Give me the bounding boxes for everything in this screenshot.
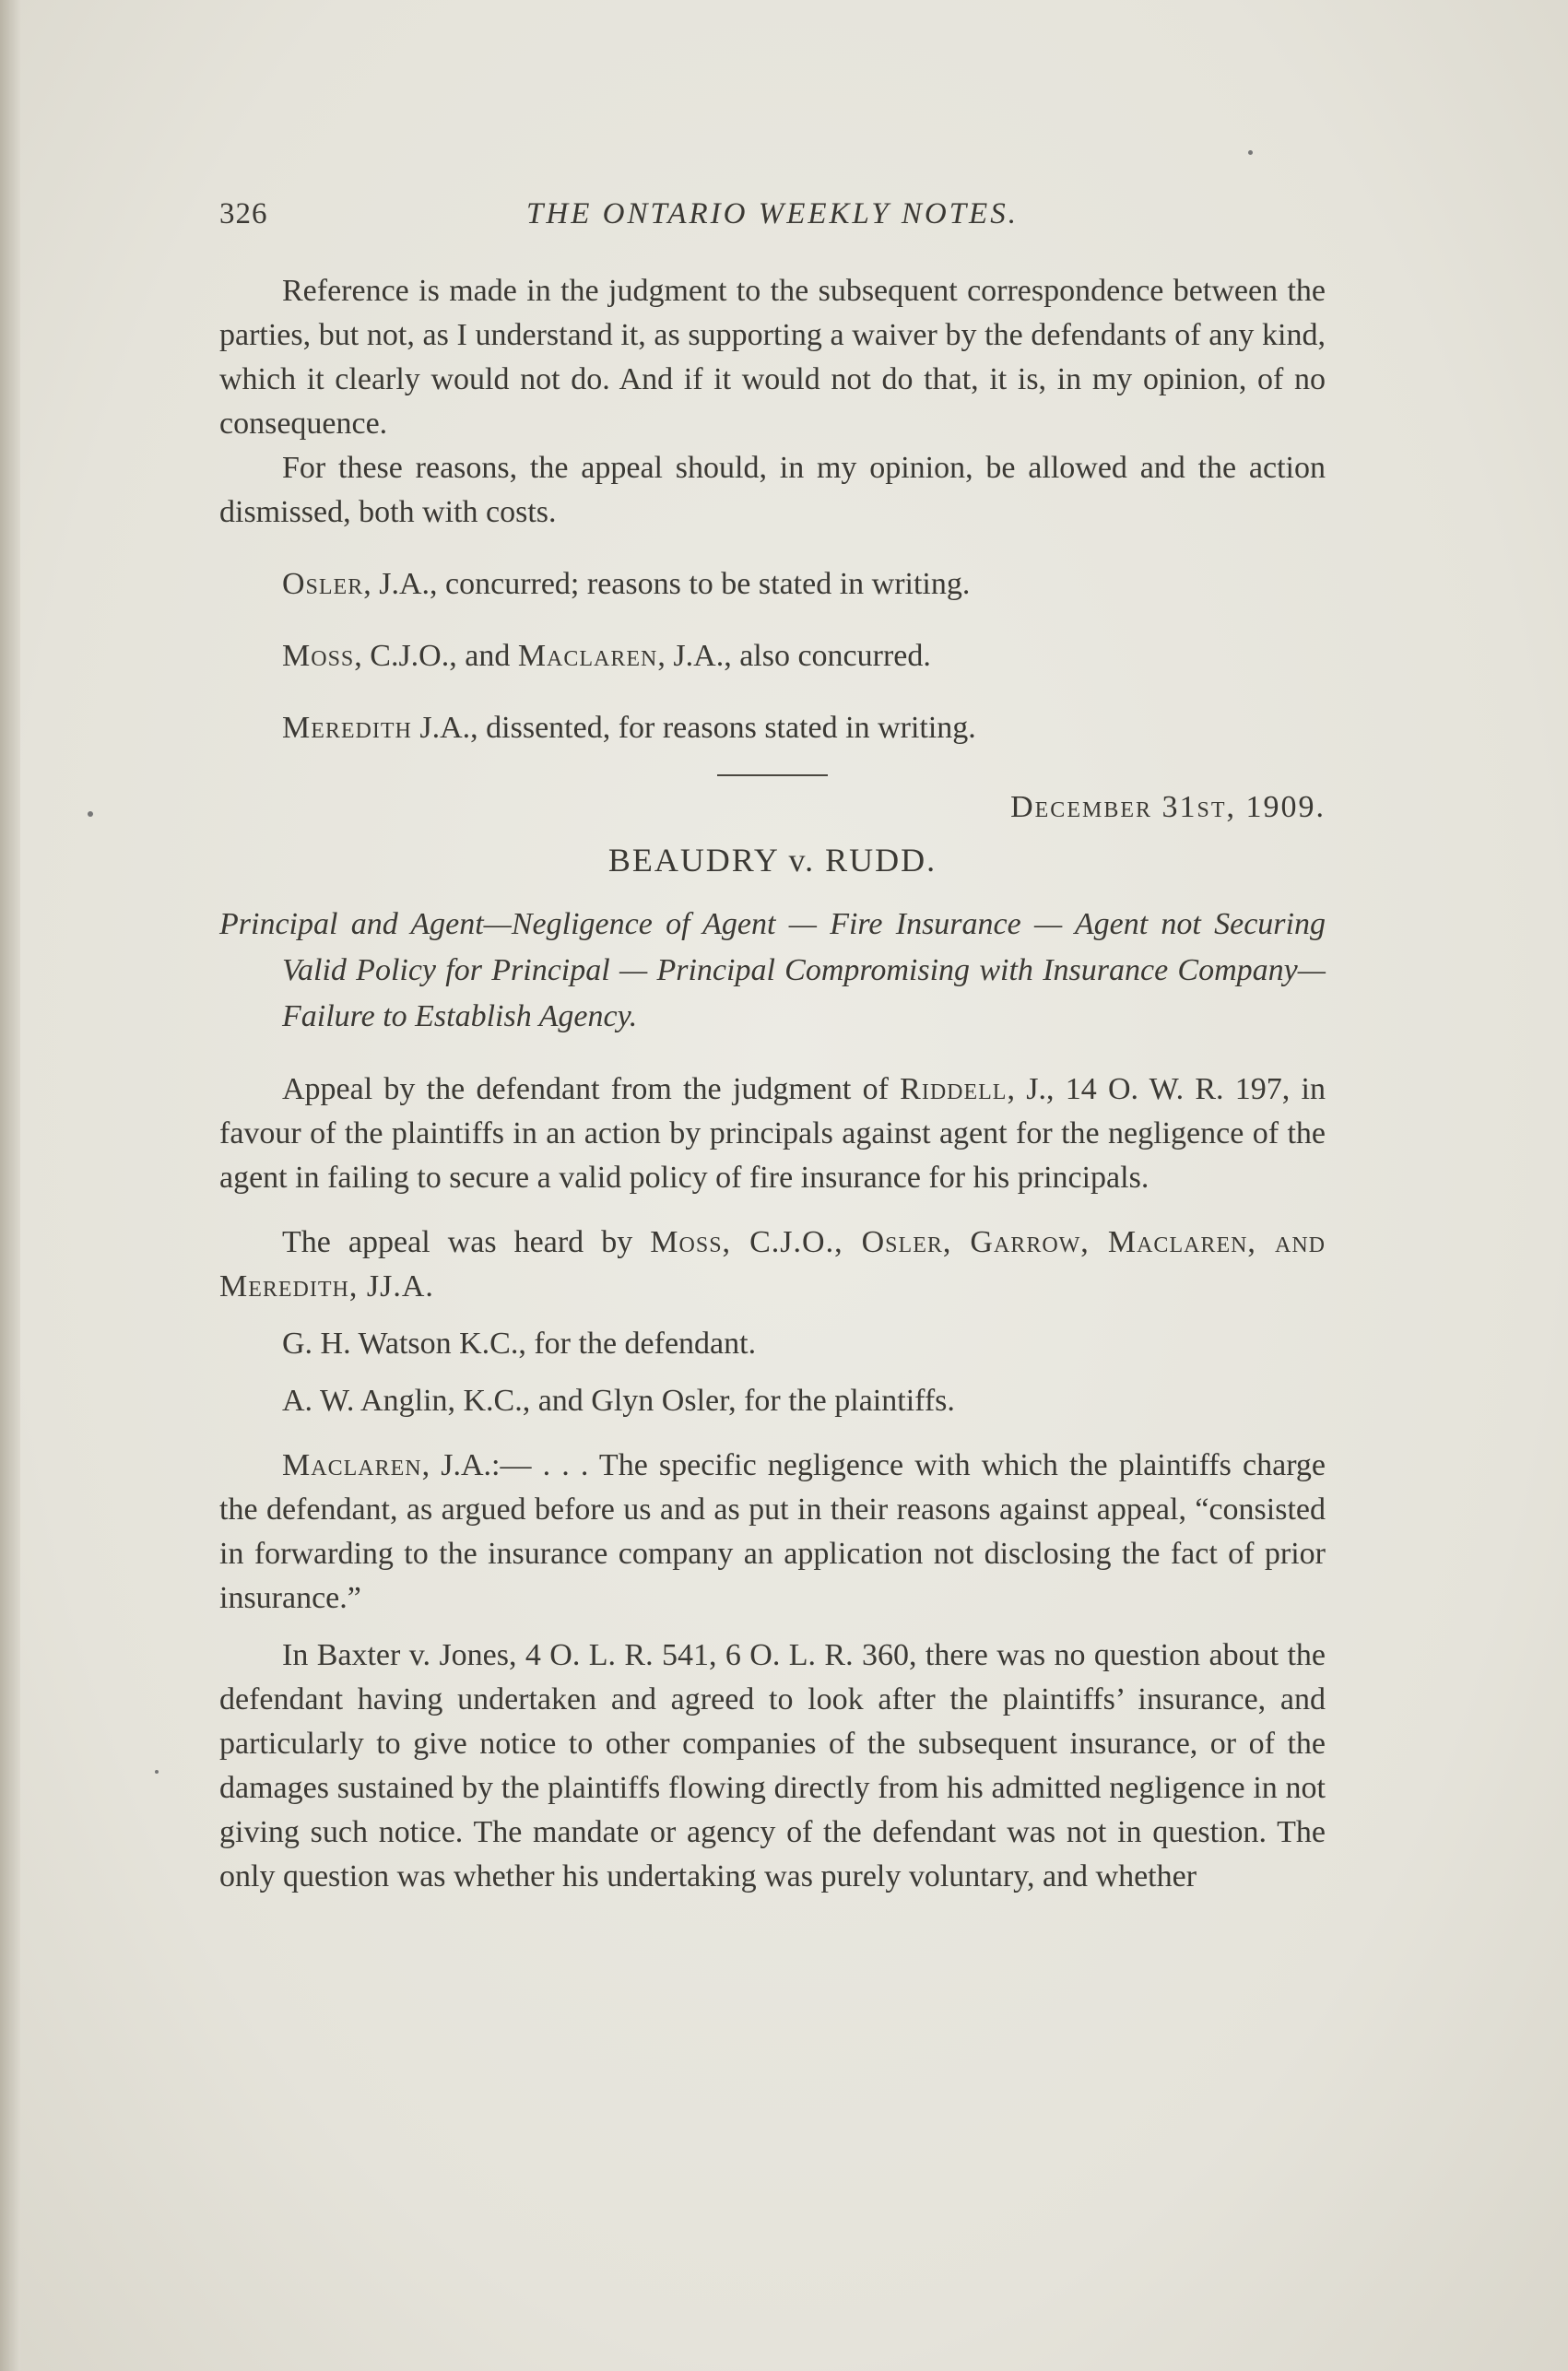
paragraph-text: The appeal was heard by	[282, 1225, 651, 1259]
counsel-plaintiffs: A. W. Anglin, K.C., and Glyn Osler, for the plaintiffs.	[282, 1384, 955, 1418]
print-speck	[1248, 150, 1253, 155]
case-title: BEAUDRY v. RUDD.	[607, 842, 937, 879]
paragraph-reference: Reference is made in the judgment to the subsequent correspondence between the parties, but not, as I understand it, as supporting a waiver by the defendants of any kind, which it clearly would not do. And if it would not do that, it is, in my opinion, of no consequence.	[219, 274, 1326, 441]
case-date: December 31st, 1909.	[1010, 790, 1326, 824]
counsel-defendant: G. H. Watson K.C., for the defendant.	[282, 1327, 757, 1361]
paragraph-text: , J.A., also concurred.	[657, 639, 931, 673]
judge-name: Maclaren	[282, 1448, 422, 1482]
judge-name: Meredith	[282, 711, 412, 745]
judge-name: Osler	[282, 567, 364, 601]
section-divider	[717, 774, 828, 776]
judge-name: Moss	[282, 639, 355, 673]
paragraph-baxter: In Baxter v. Jones, 4 O. L. R. 541, 6 O. L. R. 360, there was no question about the defendant having undertaken and agreed to look after the plaintiffs’ insurance, and particularly to give notice to other companies of the subsequent insurance, or of the damages sustained by the plaintiffs flowing directly from his admitted negligence in not giving such notice. The mandate or agency of the defendant was not in question. The only question was whether his undertaking was purely voluntary, and whether	[219, 1638, 1326, 1893]
print-speck	[88, 811, 93, 817]
judge-names: Moss, C.J.O., Osler, Garrow, Maclaren, and Meredith, JJ.A.	[219, 1225, 1326, 1303]
paragraph-moss	[219, 634, 1326, 678]
paragraph-meredith	[219, 706, 1326, 750]
case-headnote: Principal and Agent—Negligence of Agent — Fire Insurance — Agent not Securing Valid Policy for Principal — Principal Compromising with Insurance Company—Failure to Establish Agency.	[219, 907, 1326, 1033]
paragraph-heard	[219, 1221, 1326, 1309]
paragraph-text: , J., 14 O. W. R. 197, in favour of the plaintiffs in an action by principals against agent for the negligence of the agent in failing to secure a valid policy of fire insurance for his principals.	[219, 1072, 1326, 1195]
paragraph-osler	[219, 562, 1326, 607]
judge-name: Maclaren	[517, 639, 658, 673]
paragraph-text: , J.A.:— . . . The specific negligence with which the plaintiffs charge the defendant, as argued before us and as put in their reasons against appeal, “consisted in forwarding to the insurance company an application not disclosing the fact of prior insurance.”	[219, 1448, 1326, 1615]
page-number: 326	[219, 197, 268, 230]
paragraph-judgment	[219, 1444, 1326, 1621]
print-speck	[155, 1770, 159, 1774]
paragraph-text: Appeal by the defendant from the judgment of	[282, 1072, 901, 1106]
page-edge-shadow	[0, 0, 20, 2371]
page-body	[219, 175, 1326, 1899]
paragraph-text: , C.J.O., and	[354, 639, 518, 673]
judge-name: Riddell	[900, 1072, 1008, 1106]
running-title: THE ONTARIO WEEKLY NOTES.	[526, 197, 1019, 230]
page-header	[219, 175, 1326, 249]
paragraph-text: , J.A., concurred; reasons to be stated in writing.	[363, 567, 971, 601]
paragraph-reasons: For these reasons, the appeal should, in my opinion, be allowed and the action dismissed, both with costs.	[219, 451, 1326, 529]
paragraph-appeal	[219, 1068, 1326, 1200]
paragraph-text: J.A., dissented, for reasons stated in writing.	[411, 711, 976, 745]
